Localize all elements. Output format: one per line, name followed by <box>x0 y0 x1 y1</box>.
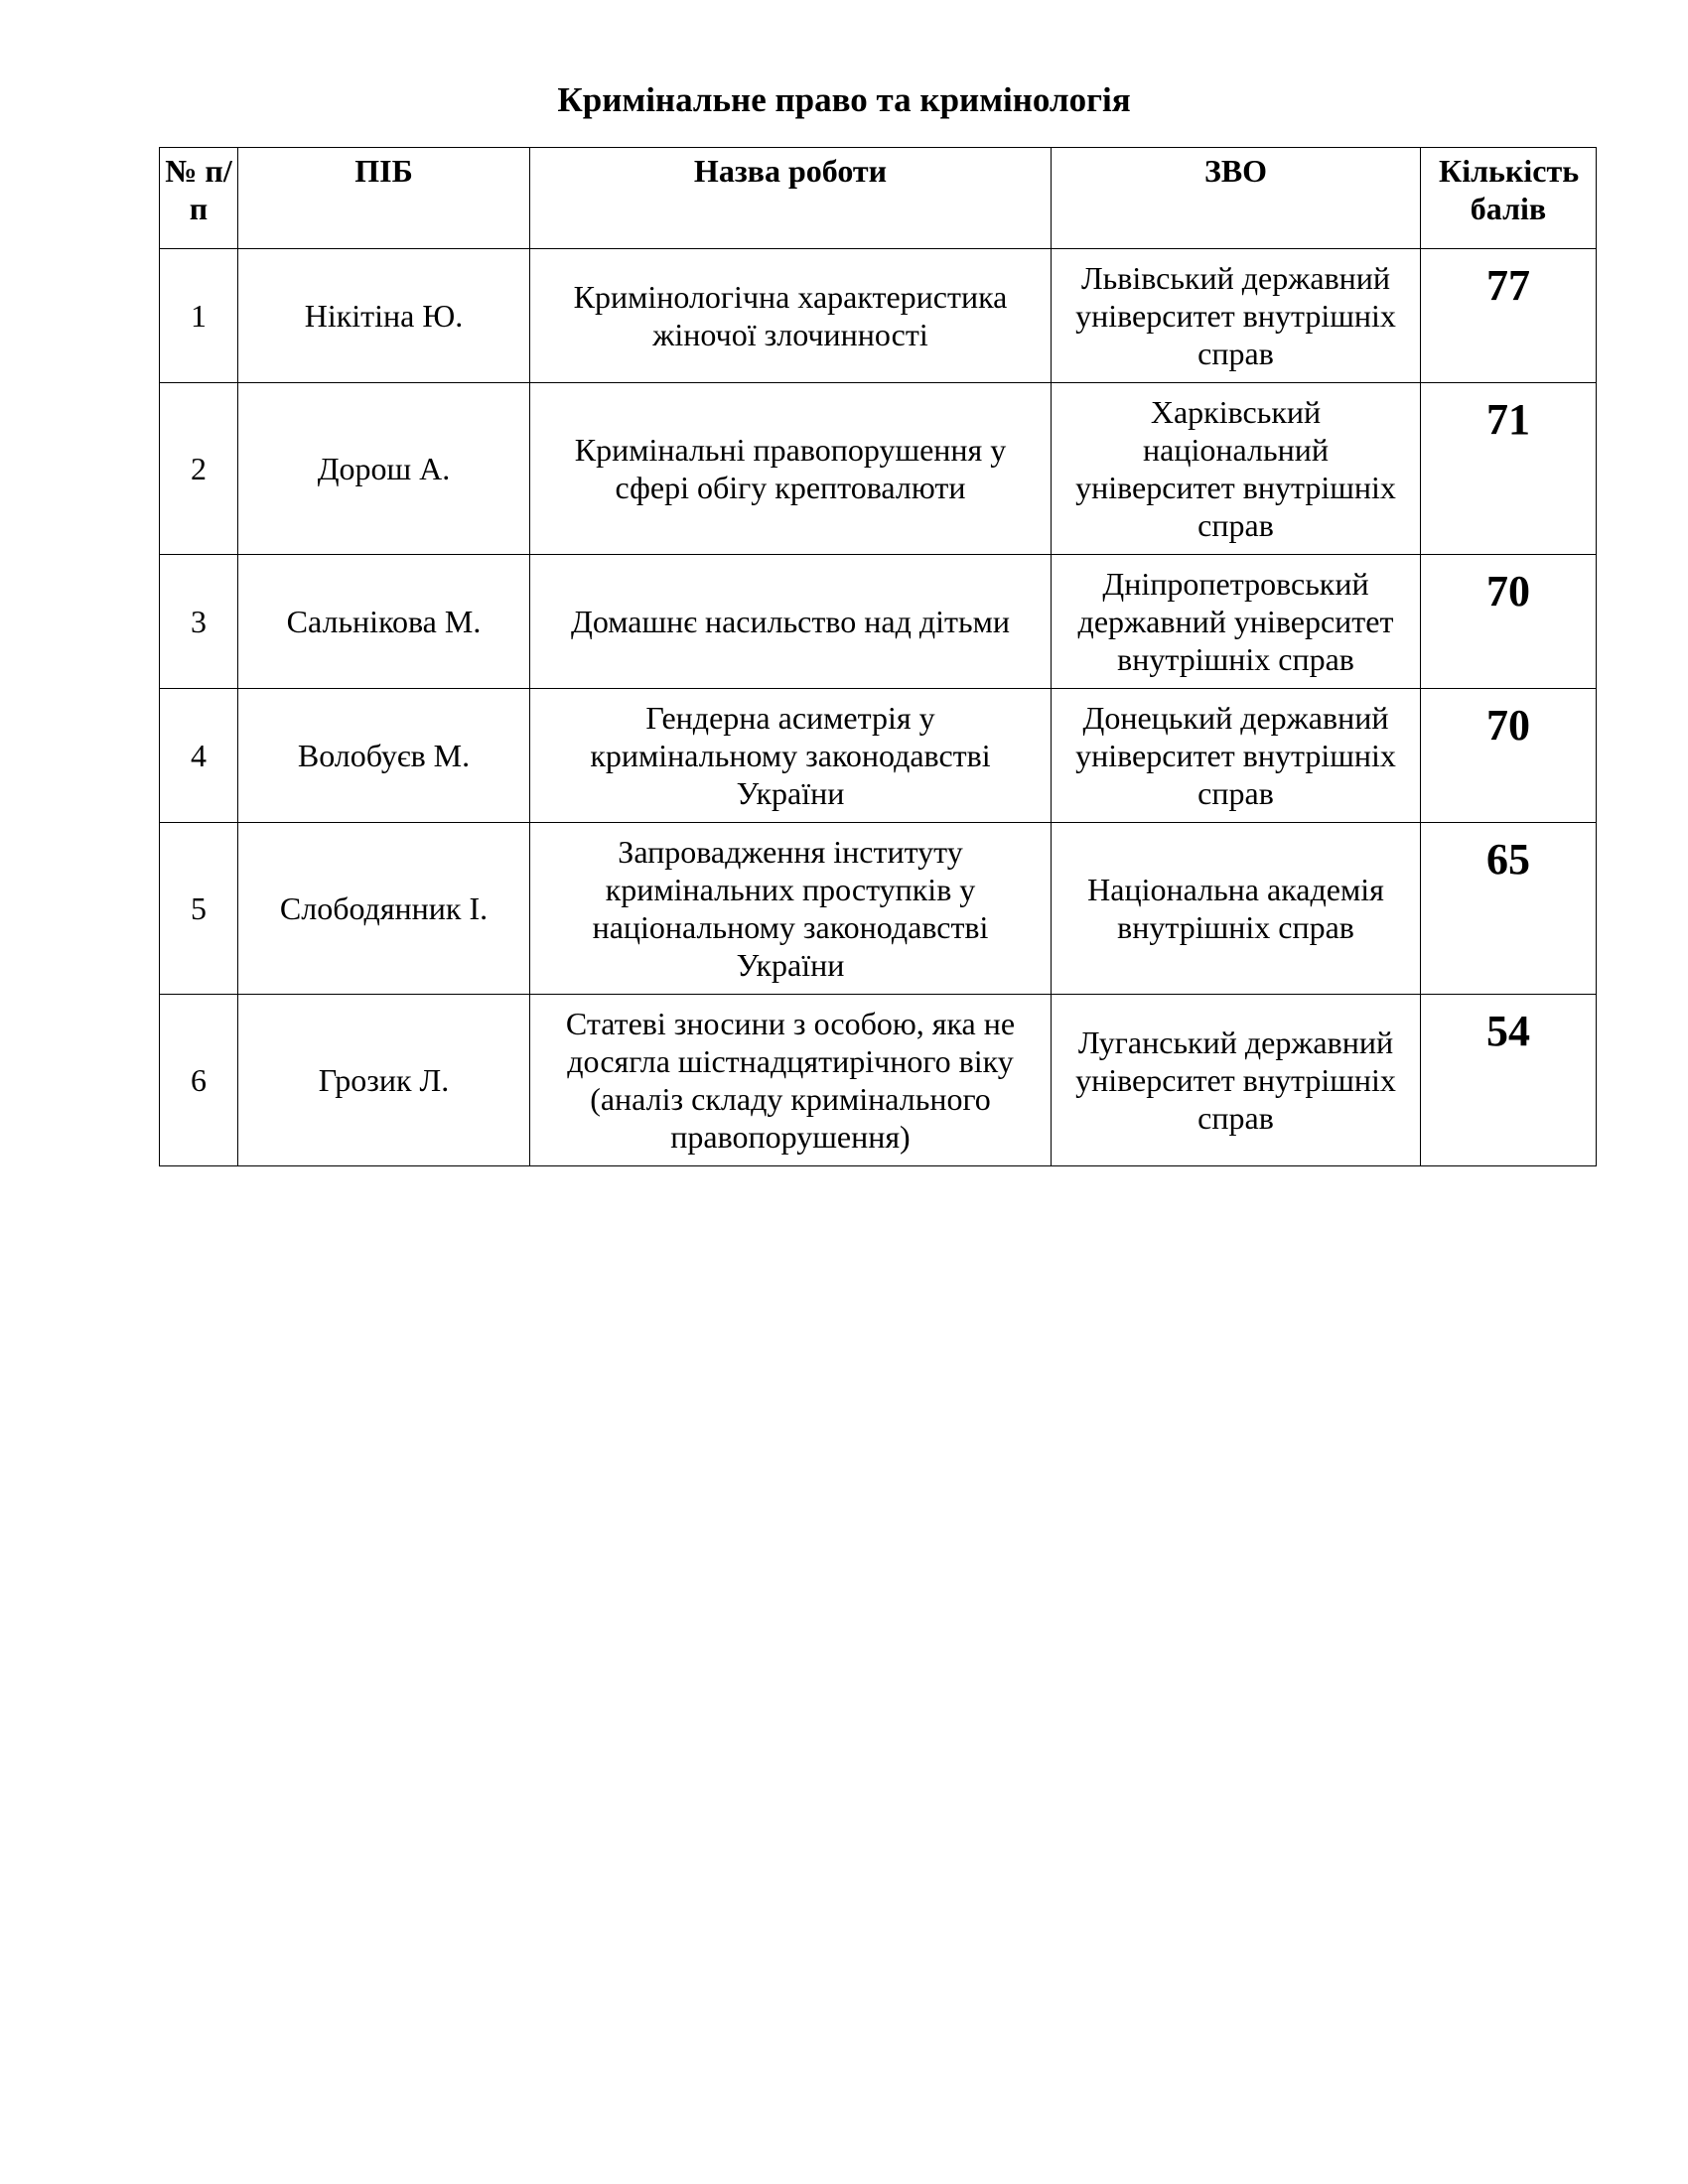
row-score: 77 <box>1421 249 1597 383</box>
header-institution: ЗВО <box>1052 148 1421 249</box>
table-header-row <box>160 148 1597 249</box>
row-institution: Національна академія внутрішніх справ <box>1052 823 1421 995</box>
page-title: Кримінальне право та кримінологія <box>557 80 1131 119</box>
row-score: 70 <box>1421 555 1597 689</box>
table-row <box>160 383 1597 555</box>
row-institution: Донецький державний університет внутрішніх справ <box>1052 689 1421 823</box>
row-institution: Львівський державний університет внутрішніх справ <box>1052 249 1421 383</box>
row-work-title: Кримінологічна характеристика жіночої злочинності <box>530 249 1052 383</box>
row-number: 6 <box>160 995 238 1166</box>
header-work-title: Назва роботи <box>530 148 1052 249</box>
row-work-title: Запровадження інституту кримінальних проступків у національному законодавстві України <box>530 823 1052 995</box>
row-work-title: Кримінальні правопорушення у сфері обігу крептовалюти <box>530 383 1052 555</box>
row-number: 1 <box>160 249 238 383</box>
row-name: Слободянник І. <box>238 823 530 995</box>
table-row <box>160 249 1597 383</box>
row-name: Волобуєв М. <box>238 689 530 823</box>
row-number: 5 <box>160 823 238 995</box>
row-number: 3 <box>160 555 238 689</box>
results-table <box>159 147 1597 1166</box>
row-score: 54 <box>1421 995 1597 1166</box>
row-name: Сальнікова М. <box>238 555 530 689</box>
header-number: № п/п <box>160 148 238 249</box>
row-institution: Луганський державний університет внутрішніх справ <box>1052 995 1421 1166</box>
table-row <box>160 995 1597 1166</box>
header-score: Кількість балів <box>1421 148 1597 249</box>
row-number: 4 <box>160 689 238 823</box>
row-score: 70 <box>1421 689 1597 823</box>
row-name: Нікітіна Ю. <box>238 249 530 383</box>
row-name: Дорош А. <box>238 383 530 555</box>
row-work-title: Домашнє насильство над дітьми <box>530 555 1052 689</box>
row-name: Грозик Л. <box>238 995 530 1166</box>
row-institution: Харківський національний університет внутрішніх справ <box>1052 383 1421 555</box>
table-row <box>160 689 1597 823</box>
row-score: 65 <box>1421 823 1597 995</box>
row-work-title: Гендерна асиметрія у кримінальному законодавстві України <box>530 689 1052 823</box>
table-row <box>160 823 1597 995</box>
row-work-title: Статеві зносини з особою, яка не досягла шістнадцятирічного віку (аналіз складу кримінального правопорушення) <box>530 995 1052 1166</box>
header-name: ПІБ <box>238 148 530 249</box>
row-institution: Дніпропетровський державний університет внутрішніх справ <box>1052 555 1421 689</box>
row-number: 2 <box>160 383 238 555</box>
row-score: 71 <box>1421 383 1597 555</box>
table-row <box>160 555 1597 689</box>
